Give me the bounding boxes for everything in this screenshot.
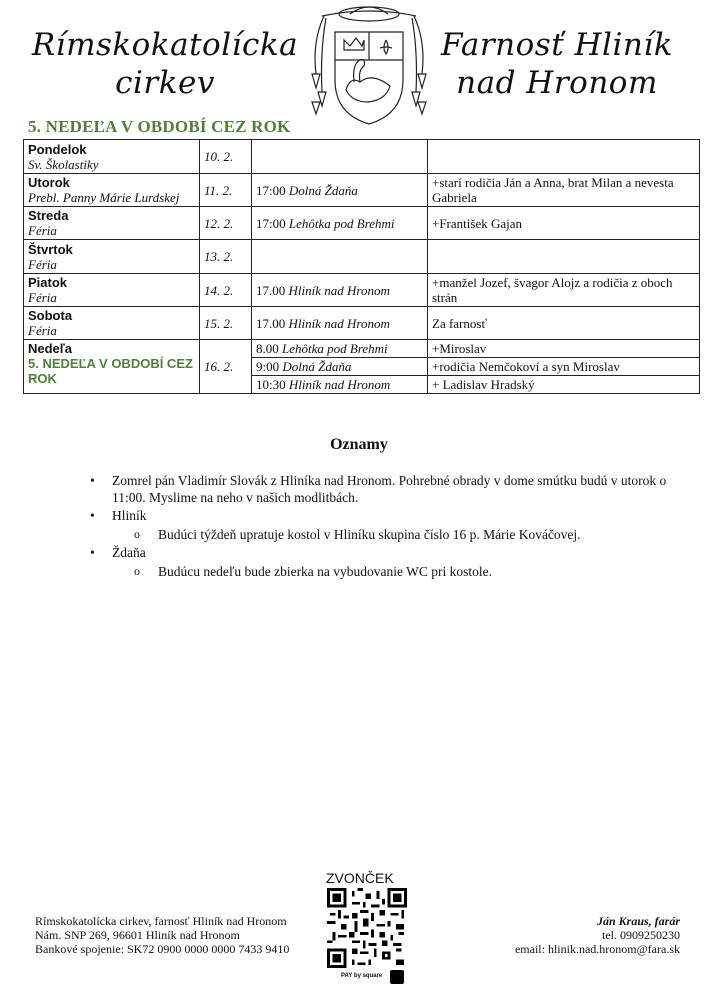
pay-by-square-icon <box>390 970 404 984</box>
mass-time: 17:00 <box>256 182 286 198</box>
email-link[interactable]: email: hlinik.nad.hronom@fara.sk <box>514 942 680 956</box>
feast-name: Féria <box>28 223 57 238</box>
day-cell <box>24 240 200 274</box>
pay-by-square-caption: PAY by square <box>341 973 383 979</box>
time-cell <box>252 140 428 174</box>
day-cell <box>24 174 200 207</box>
intention-cell: +František Gajan <box>428 207 700 240</box>
date-cell: 11. 2. <box>200 174 252 207</box>
date-cell: 13. 2. <box>200 240 252 274</box>
table-row <box>24 274 700 307</box>
intention-cell: +starí rodičia Ján a Anna, brat Milan a nevesta Gabriela <box>428 174 700 207</box>
mass-place: Lehôtka pod Brehmi <box>288 215 395 231</box>
priest-name: Ján Kraus, farár <box>596 914 680 928</box>
date-cell: 12. 2. <box>200 207 252 240</box>
footer-contact <box>515 914 680 956</box>
feast-name: Féria <box>28 323 57 338</box>
mass-schedule-table <box>23 139 700 394</box>
footer-line: Nám. SNP 269, 96601 Hliník nad Hronom <box>35 928 240 942</box>
header-right <box>432 26 682 102</box>
qr-label: ZVONČEK <box>326 870 394 886</box>
notice-subtext: Budúcu nedeľu bude zbierka na vybudovanie WC pri kostole. <box>158 564 493 579</box>
time-cell <box>252 174 428 207</box>
mass-place: Hliník nad Hronom <box>288 282 390 298</box>
day-name: Štvrtok <box>28 241 73 257</box>
notice-subtext: Budúci týždeň upratuje kostol v Hliníku skupina číslo 16 p. Márie Kováčovej. <box>158 527 581 542</box>
mass-place: Lehôtka pod Brehmi <box>282 341 388 356</box>
table-row <box>24 140 700 174</box>
sub-list <box>134 526 678 543</box>
feast-name: Féria <box>28 256 57 272</box>
table-row <box>24 340 700 358</box>
day-cell <box>24 307 200 340</box>
footer-line: Rímskokatolícka cirkev, farnosť Hliník nad Hronom <box>35 914 287 928</box>
date-cell: 14. 2. <box>200 274 252 307</box>
intention-cell <box>428 140 700 174</box>
header-left <box>30 26 300 102</box>
time-cell <box>252 207 428 240</box>
day-cell <box>24 140 200 174</box>
mass-time: 8.00 <box>256 341 279 356</box>
header-left-line1: Rímskokatolícka <box>31 27 299 63</box>
mass-place: Dolná Ždaňa <box>282 359 352 374</box>
intention-cell: + Ladislav Hradský <box>428 376 700 394</box>
time-cell <box>252 340 428 358</box>
mass-place: Hliník nad Hronom <box>288 377 391 392</box>
time-cell <box>252 307 428 340</box>
day-name: Pondelok <box>28 141 87 157</box>
date-cell: 15. 2. <box>200 307 252 340</box>
mass-time: 17:00 <box>256 215 286 231</box>
day-cell <box>24 274 200 307</box>
date-cell: 10. 2. <box>200 140 252 174</box>
intention-cell: +manžel Jozef, švagor Alojz a rodičia z oboch strán <box>428 274 700 307</box>
time-cell <box>252 376 428 394</box>
feast-name: Sv. Školastiky <box>28 156 99 172</box>
footer-line: Bankové spojenie: SK72 0900 0000 0000 7433 9410 <box>35 942 290 956</box>
list-item <box>88 472 678 506</box>
header-right-line1: Farnosť Hliník <box>440 27 674 63</box>
day-cell <box>24 207 200 240</box>
intention-cell: +Miroslav <box>428 340 700 358</box>
week-title: 5. NEDEĽA V OBDOBÍ CEZ ROK <box>28 117 291 136</box>
notices-title: Oznamy <box>330 436 388 453</box>
sub-list <box>134 563 678 580</box>
feast-name: Féria <box>28 290 57 305</box>
day-name: Utorok <box>28 175 70 190</box>
feast-name: 5. NEDEĽA V OBDOBÍ CEZ ROK <box>28 356 193 386</box>
qr-code-icon[interactable] <box>327 888 407 968</box>
coat-of-arms-icon <box>302 2 437 126</box>
table-row <box>24 174 700 207</box>
table-row <box>24 307 700 340</box>
list-item <box>88 544 678 580</box>
intention-cell: Za farnosť <box>428 307 700 340</box>
notice-text: Zomrel pán Vladimír Slovák z Hliníka nad Hronom. Pohrebné obrady v dome smútku budú v utorok o 11:00. Myslime na neho v našich modlitbách. <box>112 473 667 505</box>
date-cell: 16. 2. <box>200 340 252 394</box>
list-item <box>134 526 678 543</box>
header-right-line2: nad Hronom <box>456 65 658 101</box>
notice-text: Hliník <box>112 508 147 523</box>
time-cell <box>252 240 428 274</box>
intention-cell <box>428 240 700 274</box>
mass-time: 10:30 <box>256 377 286 392</box>
mass-time: 17.00 <box>256 282 286 298</box>
mass-time: 17.00 <box>256 315 286 331</box>
intention-cell: +rodičia Nemčokoví a syn Miroslav <box>428 358 700 376</box>
mass-place: Dolná Ždaňa <box>288 182 358 198</box>
feast-name: Prebl. Panny Márie Lurdskej <box>28 190 180 205</box>
notices-list <box>88 472 678 581</box>
header-left-line2: cirkev <box>115 65 215 101</box>
time-cell <box>252 274 428 307</box>
table-row <box>24 207 700 240</box>
day-name: Streda <box>28 208 69 223</box>
mass-time: 9:00 <box>256 359 280 374</box>
phone: tel. 0909250230 <box>602 928 680 942</box>
table-row <box>24 240 700 274</box>
list-item <box>134 563 678 580</box>
day-cell <box>24 340 200 394</box>
list-item <box>88 507 678 543</box>
notice-text: Ždaňa <box>112 545 146 560</box>
footer-address <box>35 914 289 956</box>
time-cell <box>252 358 428 376</box>
mass-place: Hliník nad Hronom <box>288 315 390 331</box>
day-name: Sobota <box>28 308 73 323</box>
day-name: Piatok <box>28 275 68 290</box>
day-name: Nedeľa <box>28 341 73 356</box>
